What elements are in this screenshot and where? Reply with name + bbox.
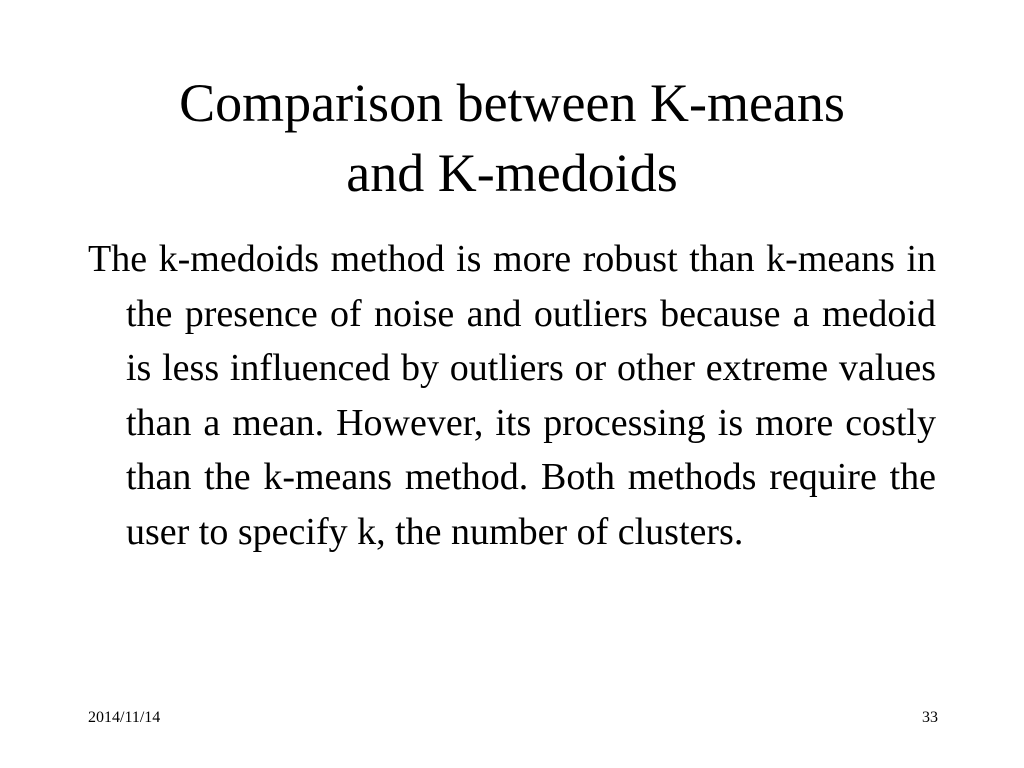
footer-date: 2014/11/14	[88, 709, 161, 726]
slide-title	[80, 68, 944, 208]
slide-number: 33	[922, 709, 938, 726]
slide-body-text: The k-medoids method is more robust than k-means in the presence of noise and outliers because a medoid is less influenced by outliers or other extreme values than a mean. However, its processing is more costly than the k-means method. Both methods require the user to specify k, the number of clusters.	[88, 238, 936, 553]
slide-title-line-2: and K-medoids	[346, 143, 678, 203]
slide-title-line-1: Comparison between K-means	[179, 73, 845, 133]
